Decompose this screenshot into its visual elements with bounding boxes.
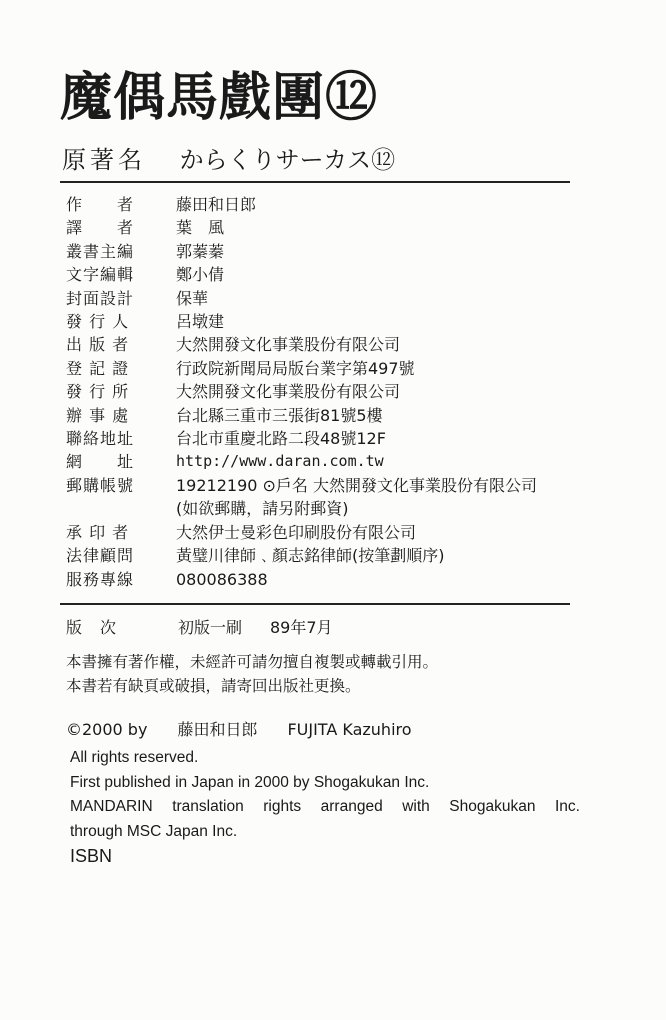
credit-row — [66, 310, 586, 333]
english-line: First published in Japan in 2000 by Shogakukan Inc. — [70, 773, 430, 791]
english-word: with — [402, 798, 430, 815]
credit-value: 台北縣三重市三張街81號5樓 — [176, 405, 383, 425]
notice-line: 本書若有缺頁或破損，請寄回出版社更換。 — [66, 677, 361, 695]
english-line: All rights reserved. — [70, 749, 199, 766]
credit-label: 發 行 人 — [66, 312, 130, 332]
rights-notice — [66, 650, 438, 698]
credit-row — [66, 427, 586, 450]
credit-label: 譯 者 — [66, 218, 135, 238]
credit-row — [66, 380, 586, 403]
english-word: rights — [263, 798, 302, 815]
credit-row — [66, 474, 586, 497]
credit-row — [66, 357, 586, 380]
credit-label: 郵購帳號 — [66, 475, 135, 495]
edition-label: 版次 — [66, 618, 135, 637]
english-line-justified — [70, 795, 580, 820]
credit-value: 080086388 — [176, 569, 268, 589]
edition-date: 89年7月 — [270, 618, 333, 637]
credit-label: 封面設計 — [66, 288, 135, 308]
edition-value: 初版一刷 — [178, 618, 243, 637]
credit-row — [66, 240, 586, 263]
credit-row — [66, 216, 586, 239]
credit-label: 作 者 — [66, 195, 135, 214]
copyright-author-romanized: FUJITA Kazuhiro — [287, 720, 412, 739]
credit-value: 黃璧川律師﹑顏志銘律師(按筆劃順序) — [176, 546, 445, 566]
credit-row — [66, 193, 586, 216]
credit-row — [66, 544, 586, 567]
copyright-author: 藤田和日郎 — [177, 720, 258, 739]
english-word: arranged — [320, 798, 383, 815]
credit-label: 承 印 者 — [66, 522, 130, 542]
credit-label — [66, 497, 176, 520]
credit-value: 保華 — [176, 288, 209, 308]
credit-row — [66, 568, 586, 591]
isbn-label: ISBN — [70, 846, 113, 866]
credit-label: 發 行 所 — [66, 382, 130, 402]
credit-value: 藤田和日郎 — [176, 195, 257, 214]
credit-label: 辦 事 處 — [66, 405, 130, 425]
notice-line: 本書擁有著作權，未經許可請勿擅自複製或轉載引用。 — [66, 653, 439, 671]
credit-row — [66, 404, 586, 427]
credit-row — [66, 497, 586, 520]
credit-label: 法律顧問 — [66, 546, 135, 566]
credit-label: 登 記 證 — [66, 358, 130, 378]
credit-value: 19212190 ⊙戶名 大然開發文化事業股份有限公司 — [176, 475, 538, 495]
top-divider — [60, 181, 570, 183]
credit-value: 葉 風 — [176, 218, 225, 238]
edition-line — [66, 616, 333, 640]
credit-row — [66, 333, 586, 356]
credit-value: 行政院新聞局局版台業字第497號 — [176, 358, 415, 378]
english-word: Shogakukan — [449, 798, 536, 815]
original-title-label: 原著名 — [62, 146, 146, 174]
credit-value: (如欲郵購，請另附郵資) — [176, 499, 349, 519]
copyright-year: ©2000 by — [66, 720, 148, 739]
credit-value: 郭蓁蓁 — [176, 241, 225, 261]
credit-value: 鄭小倩 — [176, 265, 225, 285]
copyright-line — [66, 718, 412, 742]
middle-divider — [60, 603, 570, 605]
credit-label: 服務專線 — [66, 569, 135, 589]
credit-row — [66, 263, 586, 286]
credit-label: 文字編輯 — [66, 265, 135, 285]
book-title: 魔偶馬戲團⑫ — [60, 67, 379, 128]
credit-row — [66, 287, 586, 310]
credit-row — [66, 521, 586, 544]
credit-value: 呂墩建 — [176, 312, 225, 332]
website-url: http://www.daran.com.tw — [176, 452, 384, 471]
english-word: Inc. — [555, 798, 580, 815]
english-line: through MSC Japan Inc. — [70, 822, 238, 840]
english-rights-block — [70, 746, 580, 844]
credit-value: 大然開發文化事業股份有限公司 — [176, 335, 401, 355]
original-title-line — [62, 144, 395, 176]
credit-value: 台北市重慶北路二段48號12F — [176, 429, 386, 449]
credit-label: 出 版 者 — [66, 335, 130, 355]
credit-row — [66, 450, 586, 473]
credit-value: 大然伊士曼彩色印刷股份有限公司 — [176, 522, 417, 542]
original-title-value: からくりサーカス⑫ — [179, 146, 396, 174]
english-word: MANDARIN — [70, 798, 153, 815]
credits-list — [66, 193, 586, 591]
credit-label: 聯絡地址 — [66, 429, 135, 449]
credit-value: 大然開發文化事業股份有限公司 — [176, 382, 401, 402]
english-word: translation — [172, 798, 244, 815]
credit-label: 網 址 — [66, 452, 135, 472]
credit-label: 叢書主編 — [66, 241, 135, 261]
